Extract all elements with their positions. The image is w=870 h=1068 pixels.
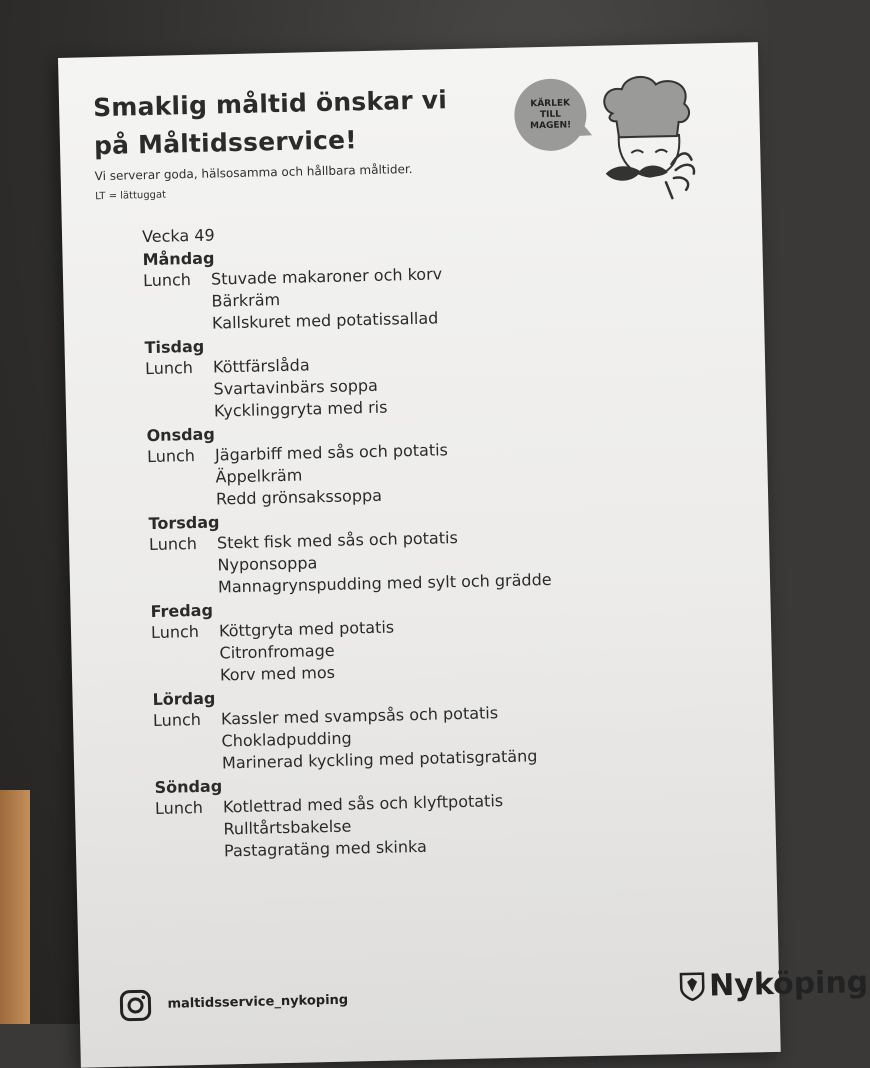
- badge-line: MAGEN!: [529, 119, 572, 131]
- dish-list: [223, 790, 505, 862]
- dish-list: [213, 353, 388, 423]
- badge-line: TILL: [539, 109, 562, 120]
- instagram-icon: [119, 989, 152, 1022]
- dish: Nyponsoppa: [217, 553, 318, 575]
- meal-type: Lunch: [150, 621, 200, 643]
- day-name: Söndag: [154, 776, 223, 797]
- day-name: Tisdag: [144, 336, 205, 358]
- dish: Chokladpudding: [221, 728, 352, 751]
- dish: Pastagratäng med skinka: [223, 836, 427, 861]
- dish: Kotlettrad med sås och klyftpotatis: [222, 791, 504, 817]
- instagram-handle: maltidsservice_nykoping: [167, 992, 349, 1012]
- meal-row: [143, 258, 664, 336]
- day-monday: [142, 238, 664, 336]
- dish: Stuvade makaroner och korv: [210, 264, 443, 289]
- day-sunday: [154, 766, 676, 864]
- menu-sheet: [58, 42, 869, 1068]
- dish: Bärkräm: [211, 290, 281, 311]
- day-name: Lördag: [152, 688, 216, 710]
- day-wednesday: [146, 414, 668, 512]
- dish: Svartavinbärs soppa: [213, 375, 379, 399]
- meal-row: [153, 698, 674, 776]
- meal-type: Lunch: [152, 709, 202, 731]
- day-name: Fredag: [150, 600, 214, 622]
- day-friday: [150, 590, 672, 688]
- dish: Äppelkräm: [215, 465, 303, 487]
- title-line-1: Smaklig måltid önskar vi: [92, 85, 448, 123]
- dish-list: [215, 439, 449, 510]
- dish: Kassler med svampsås och potatis: [220, 703, 499, 729]
- meal-row: [145, 346, 666, 424]
- dish-list: [217, 525, 552, 599]
- meal-type: Lunch: [148, 533, 198, 555]
- dish: Jägarbiff med sås och potatis: [214, 440, 449, 465]
- meal-row: [147, 434, 668, 512]
- day-saturday: [152, 678, 674, 776]
- dish: Mannagrynspudding med sylt och grädde: [217, 569, 552, 597]
- title-line-2: på Måltidsservice!: [93, 125, 358, 161]
- footer: [79, 964, 869, 1033]
- crest-icon: [679, 971, 706, 1002]
- meal-type: Lunch: [142, 270, 192, 291]
- meal-type: Lunch: [144, 358, 194, 379]
- legend-note: LT = lättuggat: [95, 189, 167, 203]
- dish: Köttfärslåda: [212, 355, 310, 377]
- dish: Kallskuret med potatissallad: [211, 308, 439, 333]
- dish: Rulltårtsbakelse: [223, 816, 352, 839]
- day-name: Måndag: [142, 248, 215, 270]
- subtitle: Vi serverar goda, hälsosamma och hållbara måltider.: [94, 161, 413, 184]
- meal-type: Lunch: [146, 445, 196, 467]
- brand-logo: [679, 965, 869, 1004]
- dish: Köttgryta med potatis: [218, 617, 395, 641]
- day-thursday: [148, 502, 670, 600]
- brand-name: Nyköping: [708, 964, 869, 1004]
- dish: Stekt fisk med sås och potatis: [216, 528, 458, 553]
- dish: Kycklinggryta med ris: [213, 397, 388, 421]
- dish: Korv med mos: [219, 662, 336, 685]
- dish-list: [221, 701, 538, 774]
- dish-list: [219, 617, 396, 687]
- dish: Citronfromage: [219, 640, 335, 663]
- day-name: Torsdag: [148, 512, 220, 534]
- dish: Redd grönsakssoppa: [215, 485, 383, 509]
- week-label: Vecka 49: [141, 225, 215, 247]
- chef-icon: [593, 71, 706, 203]
- meal-row: [149, 522, 670, 600]
- weekly-menu: [142, 214, 676, 864]
- meal-type: Lunch: [154, 797, 204, 818]
- dish: Marinerad kyckling med potatisgratäng: [221, 746, 538, 773]
- day-tuesday: [144, 326, 666, 424]
- meal-row: [151, 610, 672, 688]
- meal-row: [155, 786, 676, 864]
- wooden-edge: [0, 790, 30, 1024]
- dish-list: [211, 263, 444, 334]
- day-name: Onsdag: [146, 424, 216, 446]
- speech-badge: [514, 78, 588, 152]
- badge-line: KÄRLEK: [530, 97, 571, 109]
- page-title: [93, 81, 475, 166]
